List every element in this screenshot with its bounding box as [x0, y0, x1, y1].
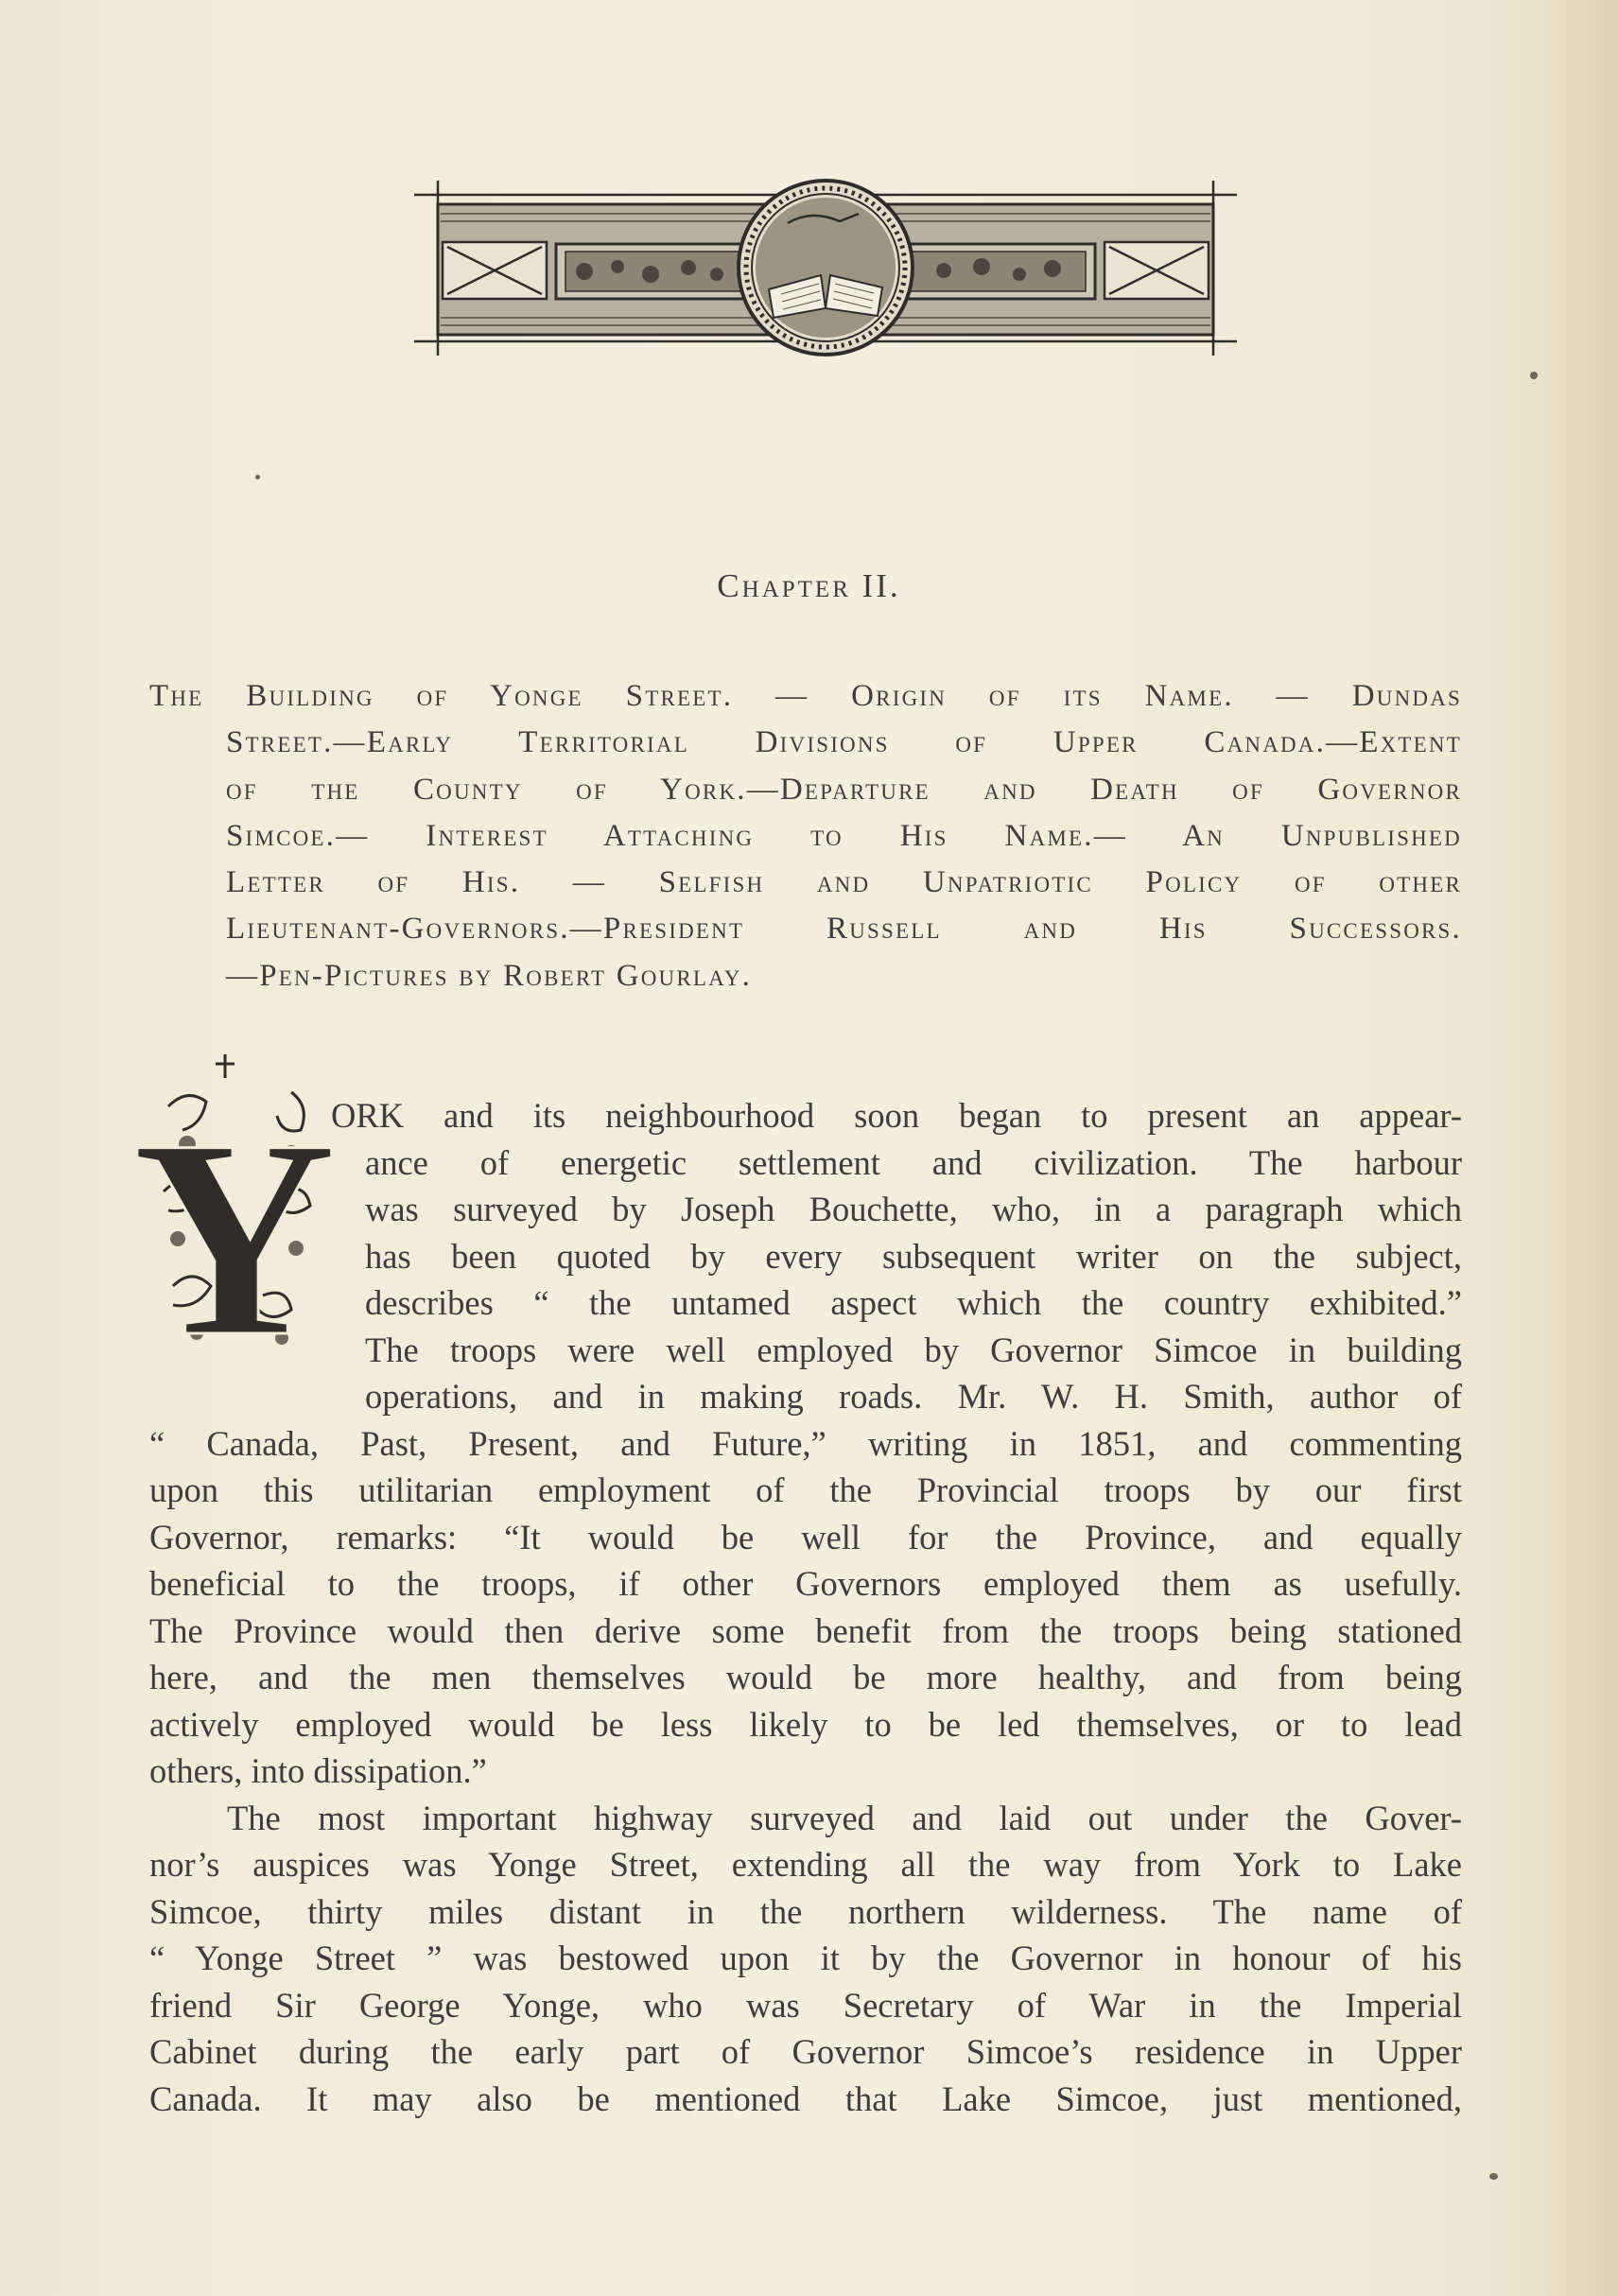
text-line: The troops were well employed by Governor Simcoe in building: [365, 1330, 1462, 1369]
text-line: upon this utilitarian employment of the Provincial troops by our first: [149, 1470, 1462, 1509]
text-line: beneficial to the troops, if other Governors employed them as usefully.: [149, 1564, 1462, 1603]
synopsis-line: Lieutenant-Governors.—President Russell and His Successors.: [226, 912, 1462, 947]
text-line: here, and the men themselves would be more healthy, and from being: [149, 1658, 1462, 1696]
text-line: others, into dissipation.”: [149, 1751, 487, 1790]
synopsis-line: The Building of Yonge Street. — Origin of its Name. — Dundas: [149, 679, 1462, 713]
paper-speck: [1530, 372, 1538, 379]
text-line: ORK and its neighbourhood soon began to present an appear-: [331, 1096, 1462, 1135]
text-line: friend Sir George Yonge, who was Secretary of War in the Imperial: [149, 1985, 1462, 2025]
headpiece-ornament: [414, 176, 1237, 360]
chapter-synopsis: [149, 673, 1462, 1000]
text-line: has been quoted by every subsequent writer on the subject,: [365, 1236, 1462, 1276]
text-line: nor’s auspices was Yonge Street, extending all the way from York to Lake: [149, 1845, 1462, 1884]
synopsis-line: Street.—Early Territorial Divisions of Upper Canada.—Extent: [226, 725, 1462, 760]
synopsis-line: —Pen-Pictures by Robert Gourlay.: [226, 958, 753, 993]
text-line: was surveyed by Joseph Bouchette, who, in a paragraph which: [365, 1190, 1462, 1228]
text-line: describes “ the untamed aspect which the country exhibited.”: [365, 1283, 1462, 1322]
synopsis-line: of the County of York.—Departure and Death of Governor: [226, 772, 1462, 807]
text-line: actively employed would be less likely to be led themselves, or to lead: [149, 1704, 1462, 1744]
text-line: ance of energetic settlement and civilization. The harbour: [365, 1142, 1462, 1182]
dropcap-letter: Y: [131, 1081, 338, 1395]
paper-speck: [1489, 2173, 1498, 2180]
paper-speck: [255, 475, 260, 479]
synopsis-line: Simcoe.— Interest Attaching to His Name.— An Unpublished: [226, 818, 1462, 853]
text-line: The most important highway surveyed and laid out under the Gover-: [227, 1798, 1462, 1837]
text-line: Canada. It may also be mentioned that Lake Simcoe, just mentioned,: [149, 2079, 1462, 2118]
text-line: “ Canada, Past, Present, and Future,” writing in 1851, and commenting: [149, 1423, 1462, 1463]
body-text: [149, 1092, 1462, 2122]
text-line: The Province would then derive some benefit from the troops being stationed: [149, 1610, 1462, 1650]
text-line: Cabinet during the early part of Governor Simcoe’s residence in Upper: [149, 2032, 1462, 2071]
text-line: “ Yonge Street ” was bestowed upon it by the Governor in honour of his: [149, 1939, 1462, 1977]
chapter-heading: Chapter II.: [717, 567, 901, 604]
text-line: Simcoe, thirty miles distant in the northern wilderness. The name of: [149, 1891, 1462, 1931]
text-line: operations, and in making roads. Mr. W. H. Smith, author of: [365, 1377, 1462, 1416]
text-line: Governor, remarks: “It would be well for the Province, and equally: [149, 1517, 1462, 1557]
page-shadow: [1533, 0, 1618, 2296]
synopsis-line: Letter of His. — Selfish and Unpatriotic Policy of other: [226, 865, 1462, 900]
